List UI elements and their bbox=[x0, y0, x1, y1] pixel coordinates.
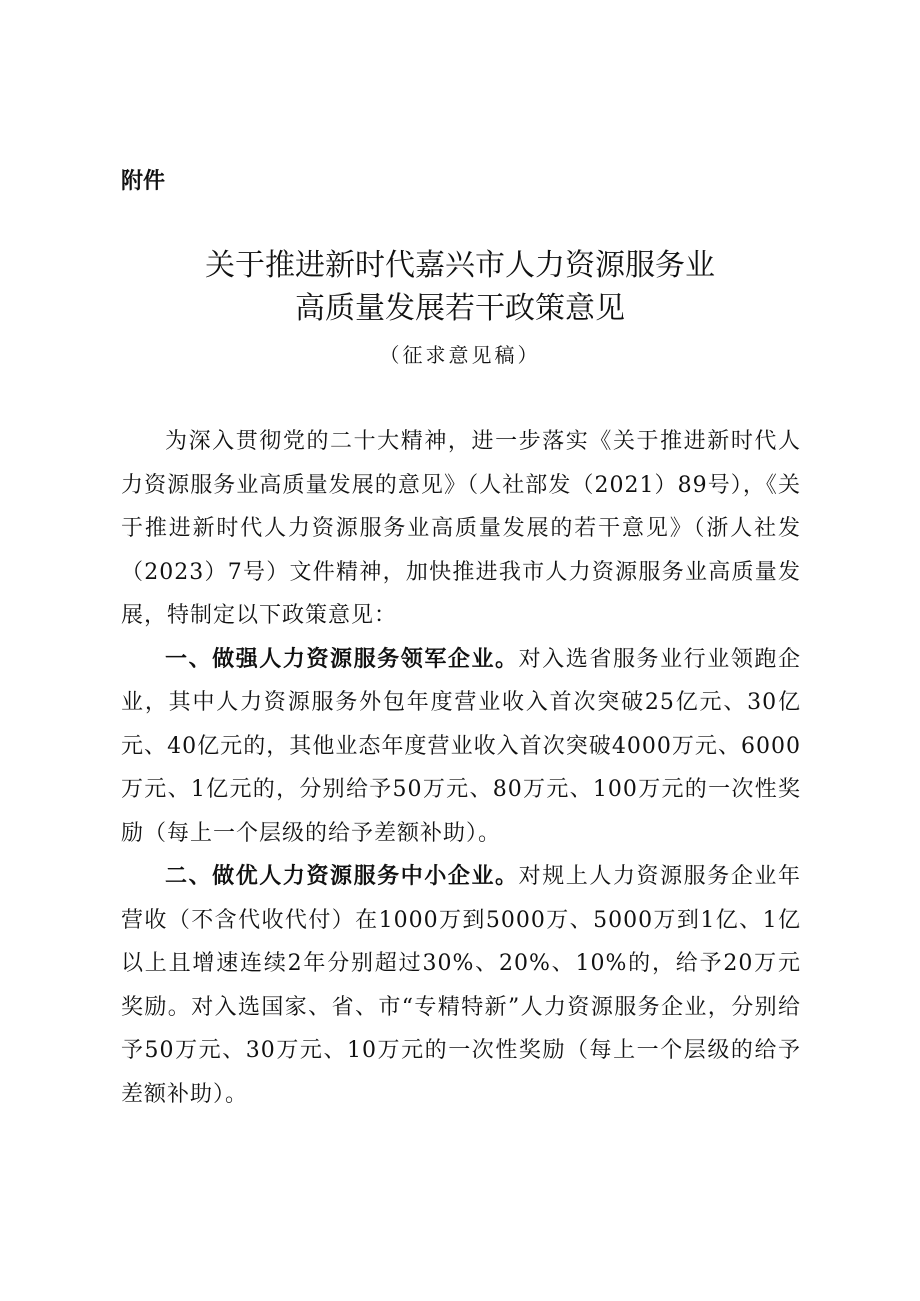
section-text-2: 对规上人力资源服务企业年营收（不含代收代付）在1000万到5000万、5000万到1亿、1亿以上且增速连续2年分别超过30%、20%、10%的，给予20万元奖励。对入选国家、省、市“专精特新”人力资源服务企业，分别给予50万元、30万元、10万元的一次性奖励（每上一个层级的给予差额补助）。 bbox=[121, 864, 801, 1107]
section-heading-2: 二、做优人力资源服务中小企业。 bbox=[165, 864, 519, 889]
section-heading-1: 一、做强人力资源服务领军企业。 bbox=[165, 646, 519, 672]
section-paragraph-2 bbox=[121, 855, 801, 1116]
document-body bbox=[121, 420, 801, 1116]
section-paragraph-1 bbox=[121, 638, 801, 856]
section-text-1: 对入选省服务业行业领跑企业，其中人力资源服务外包年度营业收入首次突破25亿元、30亿元、40亿元的，其他业态年度营业收入首次突破4000万元、6000万元、1亿元的，分别给予50万元、80万元、100万元的一次性奖励（每上一个层级的给予差额补助）。 bbox=[121, 646, 801, 846]
intro-paragraph: 为深入贯彻党的二十大精神，进一步落实《关于推进新时代人力资源服务业高质量发展的意见》（人社部发（2021）89号），《关于推进新时代人力资源服务业高质量发展的若干意见》（浙人社发（2023）7号）文件精神，加快推进我市人力资源服务业高质量发展，特制定以下政策意见： bbox=[121, 429, 801, 628]
document-title-line-1: 关于推进新时代嘉兴市人力资源服务业 bbox=[205, 248, 715, 283]
document-title-line-2: 高质量发展若干政策意见 bbox=[295, 291, 625, 326]
document-subtitle: （征求意见稿） bbox=[379, 343, 541, 367]
attachment-label: 附件 bbox=[121, 169, 166, 194]
